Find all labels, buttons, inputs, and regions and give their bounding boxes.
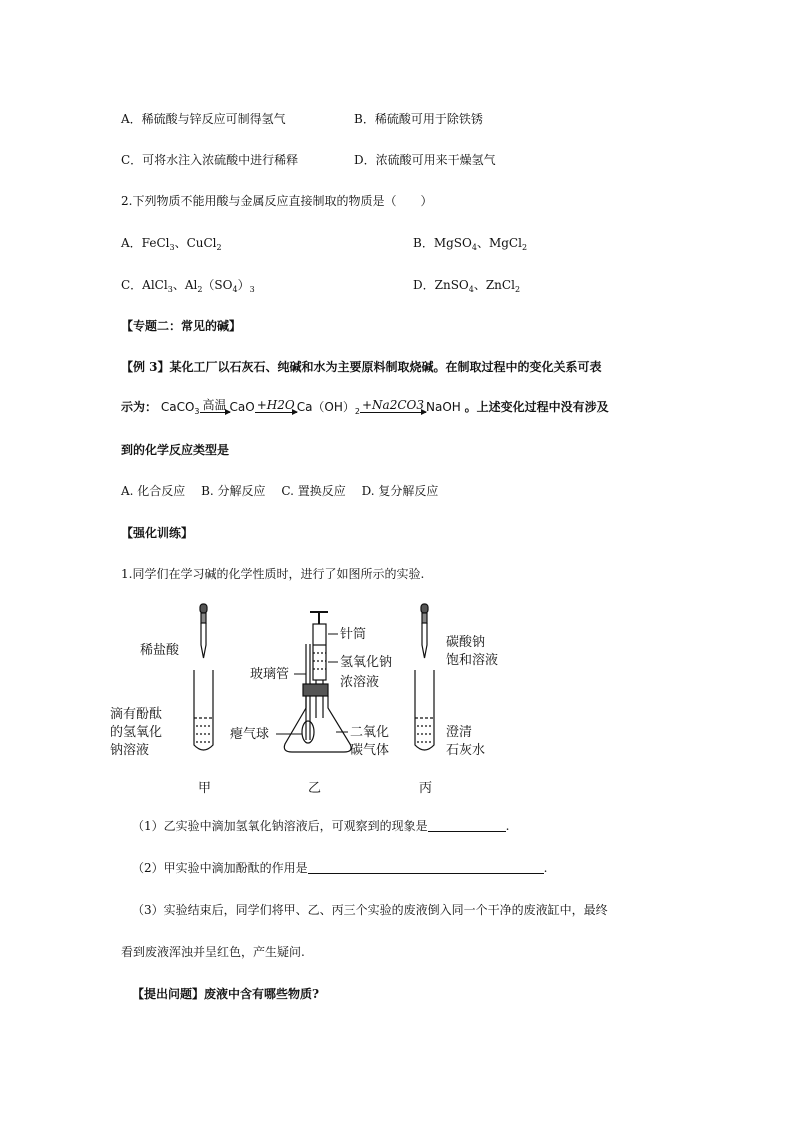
dropper-bulb-jia [200, 604, 207, 613]
yi-balloon: 瘪气球 [230, 727, 270, 742]
stopper [303, 684, 328, 696]
balloon [302, 721, 314, 743]
jia-solution-l1: 滴有酚酞 [110, 707, 163, 722]
raise-question: 【提出问题】废液中含有哪些物质? [132, 987, 320, 1001]
jia-solution-l2: 的氢氧化 [110, 725, 163, 740]
training-q1-stem: 1.同学们在学习碱的化学性质时，进行了如图所示的实验. [121, 567, 425, 581]
yi-syringe: 针筒 [340, 627, 367, 642]
q1-option-b: B．稀硫酸可用于除铁锈 [354, 112, 483, 126]
q2-stem: 2.下列物质不能用酸与金属反应直接制取的物质是（ ） [121, 194, 433, 208]
training-q1-sub3-line2: 看到废液浑浊并呈红色，产生疑问. [121, 945, 305, 959]
jia-label: 甲 [198, 781, 212, 796]
q2-option-c: C．AlCl$_3$、$Al_2(SO_4)_3$ [121, 278, 255, 294]
formula-cao: CaO [229, 400, 255, 414]
yi-glass-tube: 玻璃管 [250, 667, 290, 682]
example3-options: A. 化合反应 B. 分解反应 C. 置换反应 D. 复分解反应 [121, 484, 439, 498]
example3-line1: 【例 3】某化工厂以石灰石、纯碱和水为主要原料制取烧碱。在制取过程中的变化关系可表 [121, 360, 602, 374]
q1-option-a: A．稀硫酸与锌反应可制得氢气 [121, 112, 286, 126]
experiment-figure [110, 600, 530, 800]
tube-jia [194, 604, 213, 750]
formula-caoh2: $Ca(OH)_2$ [296, 400, 360, 416]
bing-solution-l2: 石灰水 [446, 743, 486, 758]
q2-option-b: B．MgSO$_4$、MgCl$_2$ [413, 236, 528, 252]
bing-solution-l1: 澄清 [446, 725, 473, 740]
formula-caco3: CaCO$_3$ [160, 400, 200, 416]
answer-blank-1 [428, 819, 506, 832]
q1-option-d: D．浓硫酸可用来干燥氢气 [354, 153, 496, 167]
jia-reagent: 稀盐酸 [140, 643, 180, 658]
yi-co2-l1: 二氧化 [350, 725, 390, 740]
example3-line3: 到的化学反应类型是 [121, 443, 230, 457]
yi-co2-l2: 碳气体 [350, 743, 390, 758]
bing-label: 丙 [419, 781, 433, 796]
bing-reagent-l2: 饱和溶液 [446, 653, 499, 668]
jia-solution-l3: 钠溶液 [110, 743, 150, 758]
yi-naoh-l1: 氢氧化钠 [340, 655, 393, 670]
bing-reagent-l1: 碳酸钠 [446, 635, 486, 650]
example3-reaction-line: 示为： CaCO$_3$ 高温 CaO +H2O $Ca(OH)_2$ +Na2CO3 NaOH 。上述变化过程中没有涉及 [121, 398, 609, 416]
tube-bing [415, 604, 434, 750]
q2-option-d: D．ZnSO$_4$、ZnCl$_2$ [413, 278, 521, 294]
training-heading: 【强化训练】 [121, 526, 194, 540]
reaction-arrow-3: +Na2CO3 [361, 398, 424, 412]
reaction-arrow-1: 高温 [200, 399, 230, 413]
training-q1-sub2: （2）甲实验中滴加酚酞的作用是 . [132, 861, 548, 875]
training-q1-sub1: （1）乙实验中滴加氢氧化钠溶液后，可观察到的现象是 . [132, 819, 510, 833]
reaction-arrow-2: +H2O [256, 398, 295, 412]
section-heading: 【专题二：常见的碱】 [121, 319, 242, 333]
yi-label: 乙 [308, 781, 322, 796]
q2-option-a: A．FeCl$_3$、CuCl$_2$ [121, 236, 222, 252]
answer-blank-2 [308, 861, 544, 874]
dropper-bulb-bing [421, 604, 428, 613]
q1-option-c: C．可将水注入浓硫酸中进行稀释 [121, 153, 299, 167]
training-q1-sub3-line1: （3）实验结束后，同学们将甲、乙、丙三个实验的废液倒入同一个干净的废液缸中，最终 [132, 903, 608, 917]
formula-naoh: NaOH [425, 400, 461, 414]
yi-naoh-l2: 浓溶液 [340, 675, 380, 690]
